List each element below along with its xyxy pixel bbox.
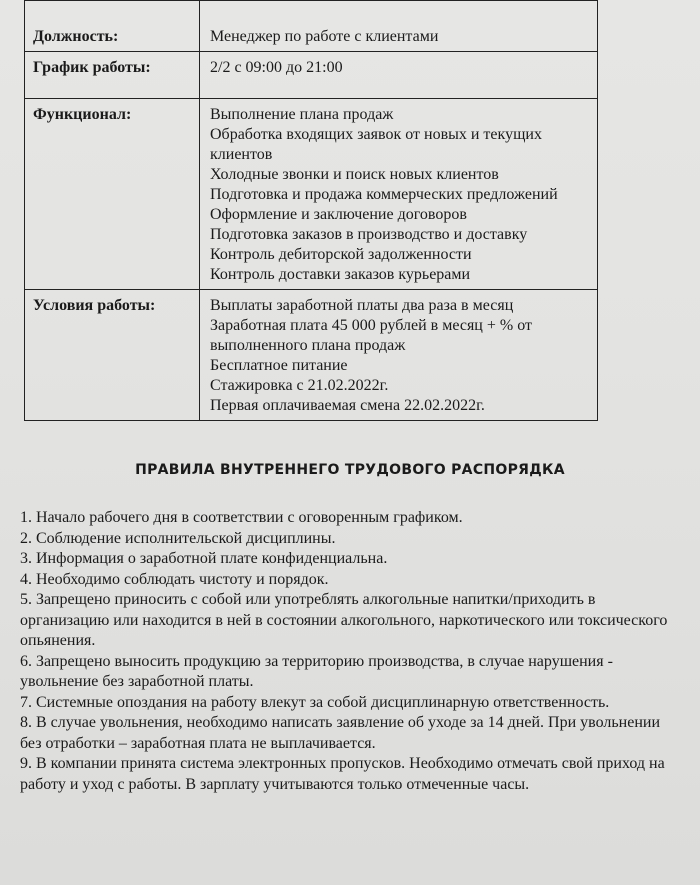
value-line: Менеджер по работе с клиентами (210, 28, 439, 45)
value-line: Обработка входящих заявок от новых и текущих (210, 126, 542, 143)
rules-list (20, 508, 680, 795)
rule-item: 7. Системные опоздания на работу влекут за собой дисциплинарную ответственность. (20, 693, 610, 711)
value-line: Выполнение плана продаж (210, 106, 394, 123)
value-line: Подготовка и продажа коммерческих предложений (210, 186, 558, 203)
value-line: Бесплатное питание (210, 357, 348, 374)
rule-item: 6. Запрещено выносить продукцию за территорию производства, в случае нарушения - увольнение без заработной платы. (20, 652, 613, 690)
value-line: Контроль доставки заказов курьерами (210, 266, 471, 283)
value-line: Стажировка с 21.02.2022г. (210, 377, 389, 394)
table-row-position (25, 1, 598, 52)
value-line: Оформление и заключение договоров (210, 206, 467, 223)
rule-item: 1. Начало рабочего дня в соответствии с оговоренным графиком. (20, 509, 463, 526)
row-label: Функционал: (25, 99, 200, 290)
value-line: Подготовка заказов в производство и доставку (210, 226, 528, 243)
job-details-table (24, 0, 598, 421)
rule-item: 8. В случае увольнения, необходимо написать заявление об уходе за 14 дней. При увольнении без отработки – заработная плата не выплачивается. (20, 714, 660, 752)
value-line: Заработная плата 45 000 рублей в месяц + % от (210, 317, 532, 334)
rule-item: 3. Информация о заработной плате конфиденциальна. (20, 550, 388, 567)
row-value (200, 99, 598, 290)
row-value (200, 290, 598, 421)
value-line: клиентов (210, 146, 273, 163)
row-value (200, 52, 598, 99)
row-value (200, 1, 598, 52)
rule-item: 4. Необходимо соблюдать чистоту и порядок. (20, 570, 329, 588)
row-label: График работы: (25, 52, 200, 99)
table-row-schedule (25, 52, 598, 99)
value-line: Первая оплачиваемая смена 22.02.2022г. (210, 397, 485, 414)
row-label: Условия работы: (25, 290, 200, 421)
rule-item: 5. Запрещено приносить с собой или употреблять алкогольные напитки/приходить в организацию или находится в ней в состоянии алкогольного, наркотического или токсического опьянения. (20, 591, 668, 649)
value-line: выполненного плана продаж (210, 337, 406, 354)
table-row-conditions (25, 290, 598, 421)
table-row-duties (25, 99, 598, 290)
value-line: 2/2 с 09:00 до 21:00 (210, 59, 343, 76)
row-label: Должность: (25, 1, 200, 52)
rules-heading: ПРАВИЛА ВНУТРЕННЕГО ТРУДОВОГО РАСПОРЯДКА (135, 462, 565, 478)
value-line: Выплаты заработной платы два раза в месяц (210, 297, 514, 314)
rule-item: 9. В компании принята система электронных пропусков. Необходимо отмечать свой приход на работу и уход с работы. В зарплату учитываются только отмеченные часы. (20, 755, 665, 793)
rule-item: 2. Соблюдение исполнительской дисциплины. (20, 529, 336, 547)
value-line: Холодные звонки и поиск новых клиентов (210, 166, 499, 183)
value-line: Контроль дебиторской задолженности (210, 246, 472, 263)
